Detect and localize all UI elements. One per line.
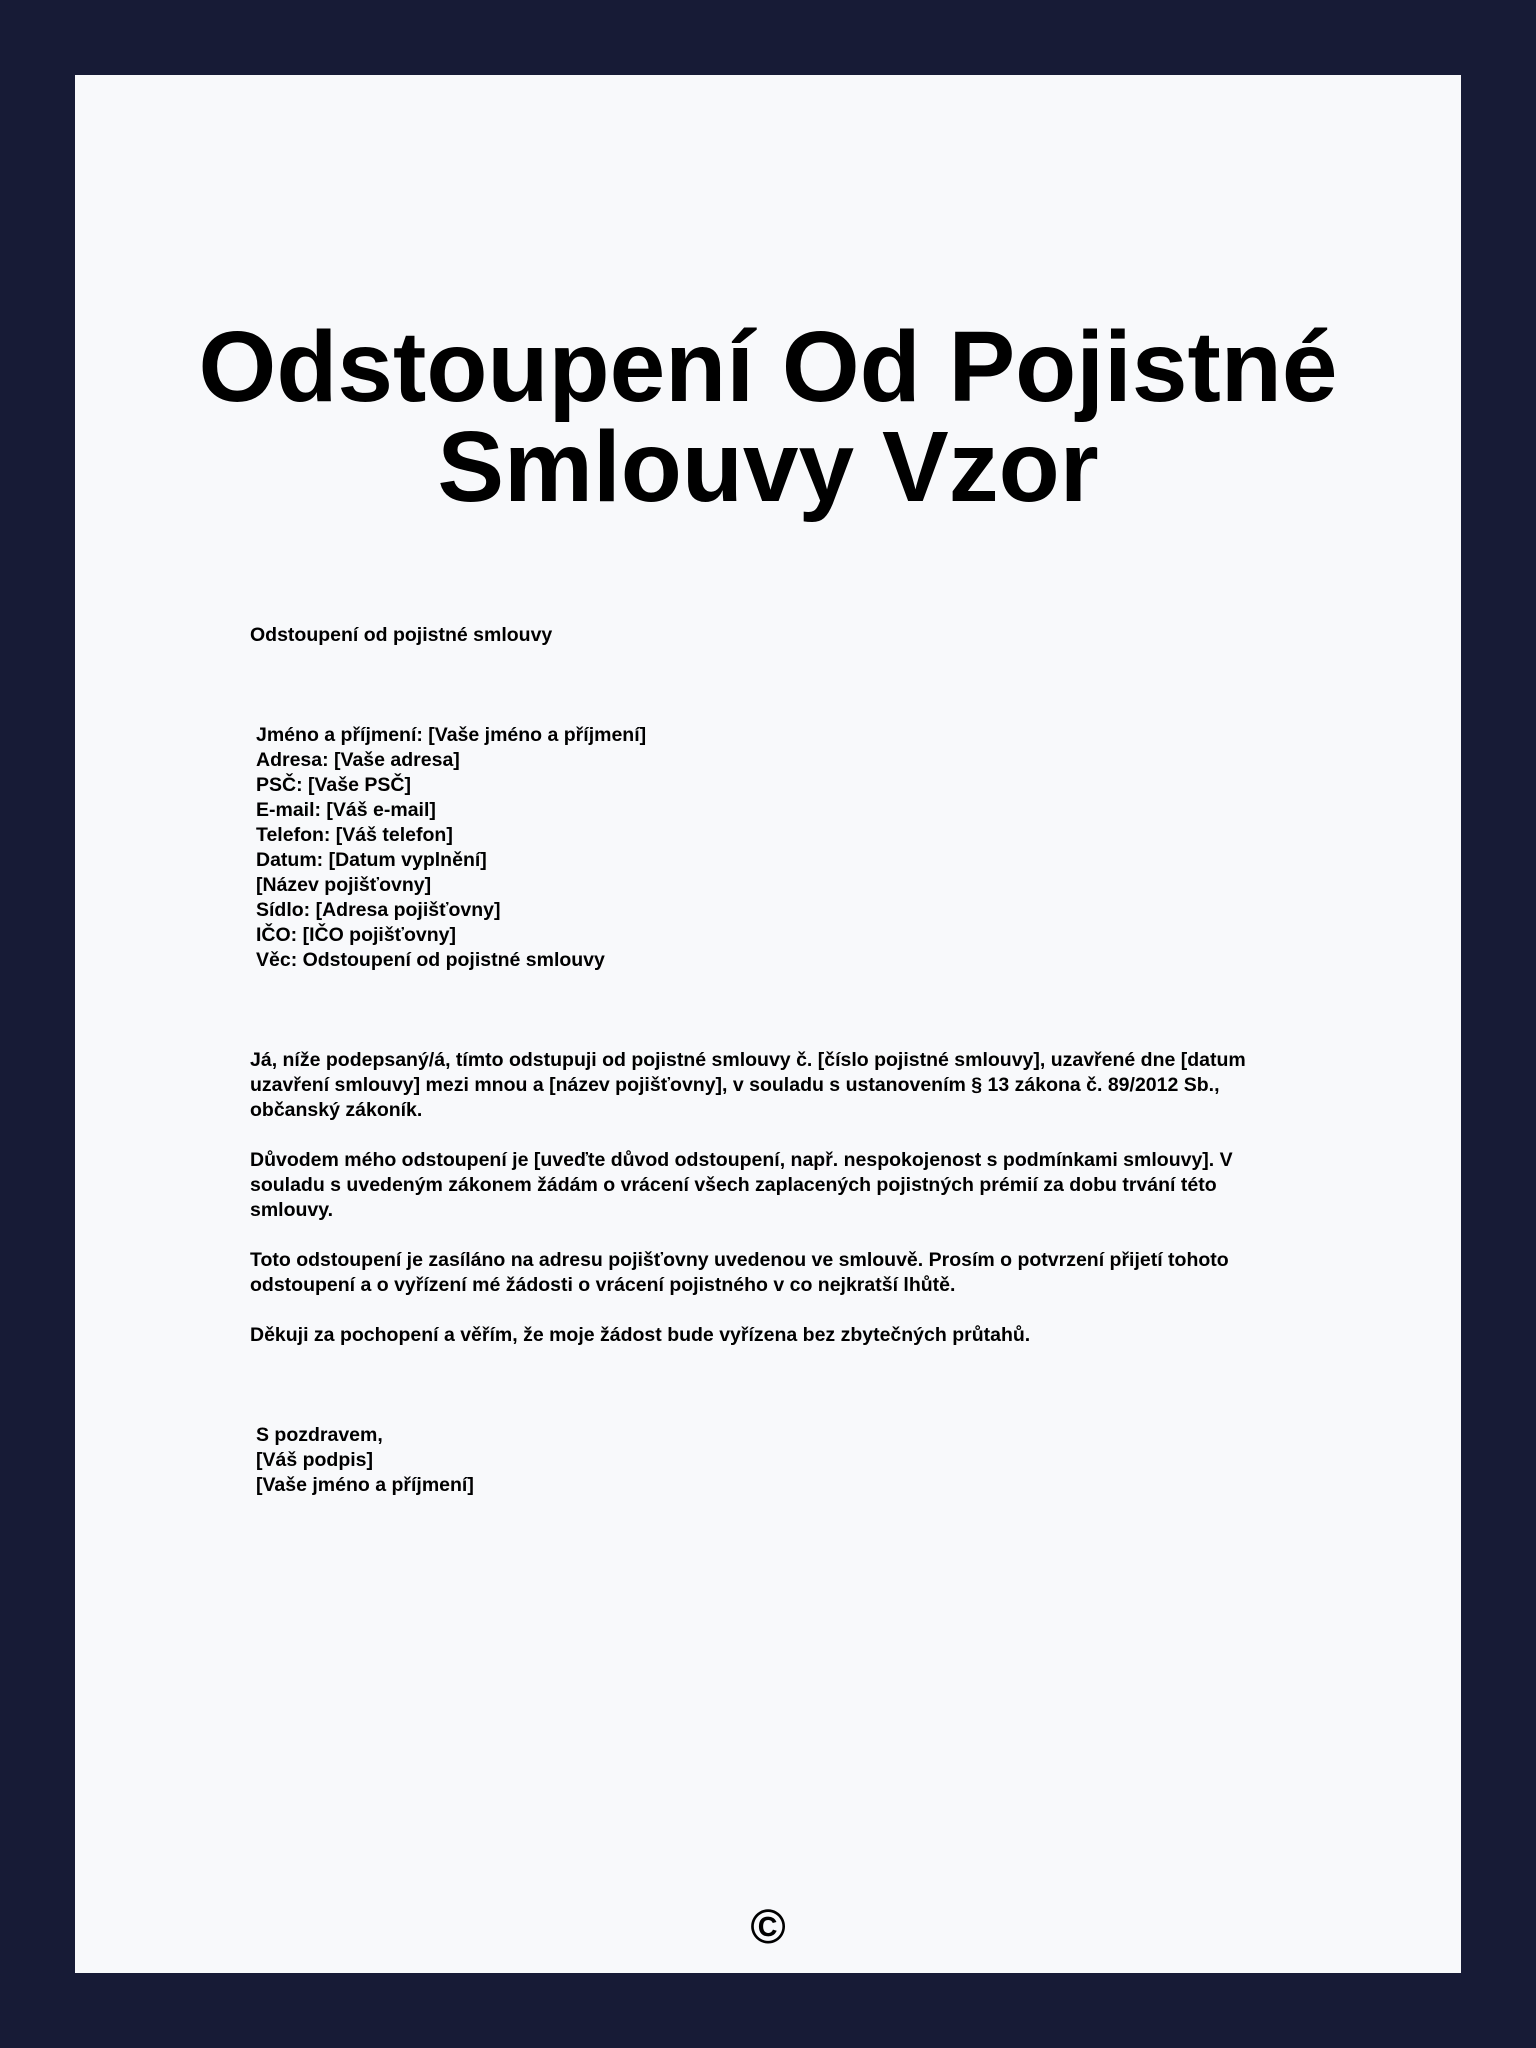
- paragraph-line: Já, níže podepsaný/á, tímto odstupuji od pojistné smlouvy č. [číslo pojistné smlouvy], uzavřené dne [datum: [250, 1049, 1246, 1071]
- sender-address: Adresa: [Vaše adresa]: [256, 749, 460, 771]
- paragraph-3: [250, 1248, 1310, 1298]
- date: Datum: [Datum vyplnění]: [256, 849, 487, 871]
- spacer: [250, 1123, 1310, 1148]
- paragraph-line: odstoupení a o vyřízení mé žádosti o vrácení pojistného v co nejkratší lhůtě.: [250, 1274, 956, 1296]
- letter-heading: Odstoupení od pojistné smlouvy: [250, 624, 553, 646]
- sender-email: E-mail: [Váš e-mail]: [256, 799, 436, 821]
- subject-line: Věc: Odstoupení od pojistné smlouvy: [256, 949, 605, 971]
- signature-placeholder: [Váš podpis]: [256, 1449, 374, 1471]
- paragraph-line: Děkuji za pochopení a věřím, že moje žádost bude vyřízena bez zbytečných průtahů.: [250, 1324, 1031, 1346]
- page-title: [75, 311, 1461, 523]
- paragraph-line: smlouvy.: [250, 1199, 334, 1221]
- letter-body: [250, 623, 1310, 1498]
- sender-phone: Telefon: [Váš telefon]: [256, 824, 453, 846]
- copyright-icon: ©: [750, 1901, 786, 1954]
- sender-name: Jméno a příjmení: [Vaše jméno a příjmení]: [256, 724, 647, 746]
- spacer: [250, 973, 1310, 1048]
- paragraph-line: uzavření smlouvy] mezi mnou a [název pojišťovny], v souladu s ustanovením § 13 zákona č. 89/2012 Sb.,: [250, 1074, 1220, 1096]
- insurer-ico: IČO: [IČO pojišťovny]: [256, 924, 457, 946]
- title-line-2: Smlouvy Vzor: [437, 411, 1099, 523]
- paragraph-2: [250, 1148, 1310, 1223]
- insurer-address: Sídlo: [Adresa pojišťovny]: [256, 899, 501, 921]
- paragraph-line: souladu s uvedeným zákonem žádám o vrácení všech zaplacených pojistných prémií za dobu trvání této: [250, 1174, 1217, 1196]
- paragraph-line: Důvodem mého odstoupení je [uveďte důvod odstoupení, např. nespokojenost s podmínkami smlouvy]. V: [250, 1149, 1233, 1171]
- spacer: [250, 1223, 1310, 1248]
- signer-name: [Vaše jméno a příjmení]: [256, 1474, 474, 1496]
- title-line-1: Odstoupení Od Pojistné: [198, 311, 1338, 423]
- spacer: [250, 1348, 1310, 1423]
- closing-greeting: S pozdravem,: [256, 1424, 383, 1446]
- paragraph-line: Toto odstoupení je zasíláno na adresu pojišťovny uvedenou ve smlouvě. Prosím o potvrzení přijetí tohoto: [250, 1249, 1229, 1271]
- sender-block: [250, 723, 1310, 973]
- paragraph-1: [250, 1048, 1310, 1123]
- paragraph-4: [250, 1323, 1310, 1348]
- insurer-name: [Název pojišťovny]: [256, 874, 432, 896]
- spacer: [250, 1298, 1310, 1323]
- spacer: [250, 648, 1310, 723]
- document-page: [75, 75, 1461, 1973]
- paragraph-line: občanský zákoník.: [250, 1099, 423, 1121]
- closing-block: [250, 1423, 1310, 1498]
- sender-postal-code: PSČ: [Vaše PSČ]: [256, 774, 411, 796]
